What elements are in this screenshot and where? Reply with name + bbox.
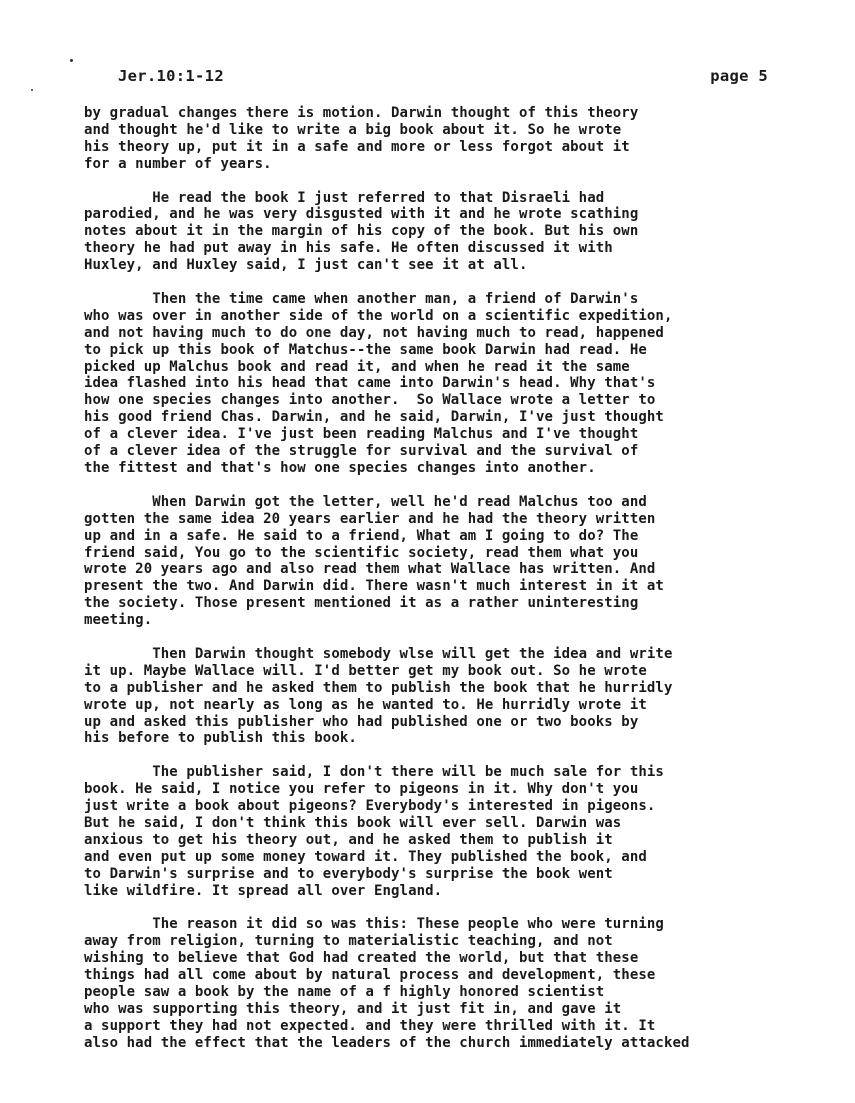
- paragraph: [84, 646, 824, 747]
- text-line: his theory up, put it in a safe and more or less forgot about it: [84, 138, 630, 155]
- text-line: present the two. And Darwin did. There wasn't much interest in it at: [84, 578, 664, 595]
- text-line: how one species changes into another. So Wallace wrote a letter to: [84, 392, 656, 409]
- text-line: friend said, You go to the scientific society, read them what you: [84, 544, 639, 561]
- text-line: who was over in another side of the world on a scientific expedition,: [84, 307, 673, 324]
- text-line: Then Darwin thought somebody wlse will get the idea and write: [84, 645, 673, 662]
- text-line: a support they had not expected. and they were thrilled with it. It: [84, 1017, 656, 1034]
- text-line: of a clever idea of the struggle for survival and the survival of: [84, 443, 639, 460]
- text-line: it up. Maybe Wallace will. I'd better get my book out. So he wrote: [84, 662, 647, 679]
- text-line: anxious to get his theory out, and he asked them to publish it: [84, 831, 613, 848]
- text-line: his before to publish this book.: [84, 730, 357, 747]
- text-line: theory he had put away in his safe. He often discussed it with: [84, 240, 613, 257]
- text-line: book. He said, I notice you refer to pigeons in it. Why don't you: [84, 781, 639, 798]
- paragraph: [84, 764, 824, 899]
- page-number: page 5: [710, 67, 768, 85]
- text-line: things had all come about by natural process and development, these: [84, 967, 656, 984]
- text-line: his good friend Chas. Darwin, and he said, Darwin, I've just thought: [84, 409, 664, 426]
- text-line: for a number of years.: [84, 155, 272, 172]
- paragraph: [84, 190, 824, 275]
- text-line: wrote 20 years ago and also read them what Wallace has written. And: [84, 561, 656, 578]
- text-line: to Darwin's surprise and to everybody's surprise the book went: [84, 865, 613, 882]
- text-line: by gradual changes there is motion. Darwin thought of this theory: [84, 105, 639, 121]
- text-line: to pick up this book of Matchus--the same book Darwin had read. He: [84, 341, 647, 358]
- text-line: away from religion, turning to materialistic teaching, and not: [84, 933, 613, 950]
- text-line: who was supporting this theory, and it just fit in, and gave it: [84, 1000, 622, 1017]
- text-line: Then the time came when another man, a friend of Darwin's: [84, 290, 639, 307]
- text-line: picked up Malchus book and read it, and when he read it the same: [84, 358, 630, 375]
- text-line: wrote up, not nearly as long as he wanted to. He hurridly wrote it: [84, 696, 647, 713]
- text-line: He read the book I just referred to that Disraeli had: [84, 189, 605, 206]
- text-line: to a publisher and he asked them to publish the book that he hurridly: [84, 679, 673, 696]
- text-line: the society. Those present mentioned it as a rather uninteresting: [84, 595, 639, 612]
- text-line: When Darwin got the letter, well he'd read Malchus too and: [84, 493, 647, 510]
- text-line: also had the effect that the leaders of the church immediately attacked: [84, 1034, 690, 1051]
- text-line: and thought he'd like to write a big book about it. So he wrote: [84, 121, 622, 138]
- text-line: parodied, and he was very disgusted with it and he wrote scathing: [84, 206, 639, 223]
- text-line: of a clever idea. I've just been reading Malchus and I've thought: [84, 426, 639, 443]
- paragraph: [84, 291, 824, 477]
- text-line: and even put up some money toward it. They published the book, and: [84, 848, 647, 865]
- text-line: idea flashed into his head that came into Darwin's head. Why that's: [84, 375, 656, 392]
- document-body: [84, 105, 824, 1069]
- ink-speck: [31, 89, 33, 91]
- ink-speck: [70, 59, 73, 62]
- text-line: The publisher said, I don't there will be much sale for this: [84, 764, 664, 781]
- text-line: up and asked this publisher who had published one or two books by: [84, 713, 639, 730]
- text-line: just write a book about pigeons? Everybody's interested in pigeons.: [84, 798, 656, 815]
- scripture-reference: Jer.10:1-12: [118, 67, 224, 85]
- paragraph: [84, 105, 824, 173]
- text-line: But he said, I don't think this book will ever sell. Darwin was: [84, 814, 622, 831]
- text-line: up and in a safe. He said to a friend, What am I going to do? The: [84, 527, 639, 544]
- text-line: gotten the same idea 20 years earlier and he had the theory written: [84, 510, 656, 527]
- text-line: Huxley, and Huxley said, I just can't see it at all.: [84, 257, 528, 274]
- text-line: the fittest and that's how one species changes into another.: [84, 460, 596, 476]
- text-line: people saw a book by the name of a f highly honored scientist: [84, 984, 605, 1001]
- text-line: notes about it in the margin of his copy of the book. But his own: [84, 223, 639, 240]
- text-line: wishing to believe that God had created the world, but that these: [84, 950, 639, 967]
- text-line: meeting.: [84, 612, 153, 629]
- text-line: like wildfire. It spread all over England.: [84, 882, 443, 899]
- text-line: The reason it did so was this: These people who were turning: [84, 916, 664, 933]
- paragraph: [84, 916, 824, 1051]
- text-line: and not having much to do one day, not having much to read, happened: [84, 324, 664, 341]
- paragraph: [84, 494, 824, 629]
